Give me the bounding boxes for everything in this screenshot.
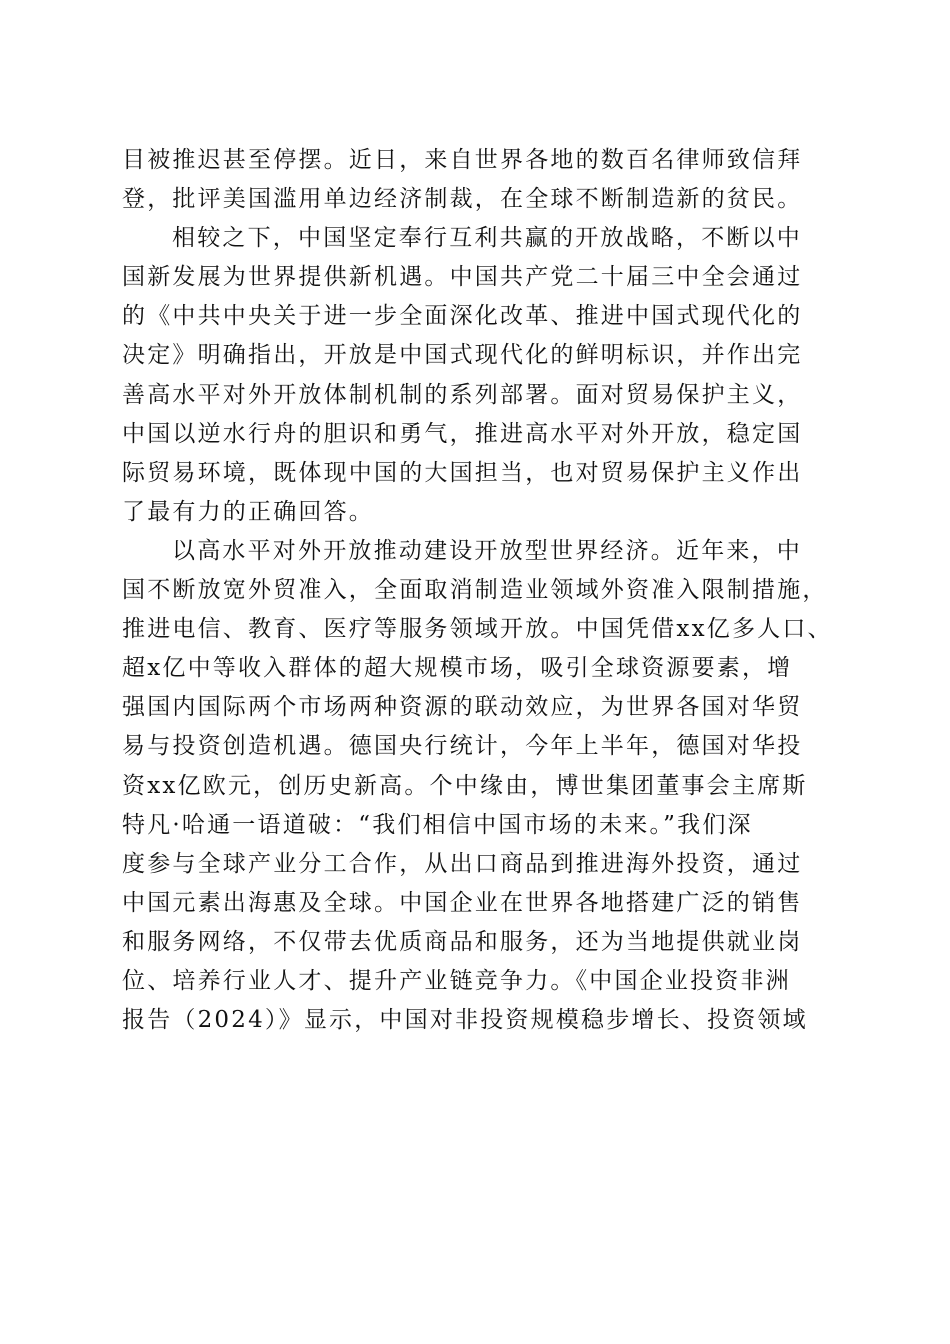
text-line: 推进电信、教育、医疗等服务领域开放。中国凭借xx亿多人口、 — [122, 616, 833, 643]
text-line: 了最有力的正确回答。 — [122, 498, 374, 525]
text-line: 际贸易环境，既体现中国的大国担当，也对贸易保护主义作出 — [122, 459, 803, 486]
text-line: 超x亿中等收入群体的超大规模市场，吸引全球资源要素，增 — [122, 655, 793, 682]
text-line: 中国元素出海惠及全球。中国企业在世界各地搭建广泛的销售 — [122, 889, 803, 916]
paragraph-first-line: 以高水平对外开放推动建设开放型世界经济。近年来，中 — [172, 537, 802, 564]
text-line: 度参与全球产业分工合作，从出口商品到推进海外投资，通过 — [122, 850, 803, 877]
paragraph-first-line: 相较之下，中国坚定奉行互利共赢的开放战略，不断以中 — [172, 225, 802, 252]
text-line: 位、培养行业人才、提升产业链竞争力。《中国企业投资非洲 — [122, 967, 791, 994]
text-line: 国新发展为世界提供新机遇。中国共产党二十届三中全会通过 — [122, 264, 803, 291]
text-line: 国不断放宽外贸准入，全面取消制造业领域外资准入限制措施， — [122, 577, 828, 604]
document-body — [122, 141, 833, 1040]
text-line: 目被推迟甚至停摆。近日，来自世界各地的数百名律师致信拜 — [122, 147, 803, 173]
text-line: 和服务网络，不仅带去优质商品和服务，还为当地提供就业岗 — [122, 928, 803, 955]
text-line: 报告（2024）》显示，中国对非投资规模稳步增长、投资领域 — [122, 1007, 808, 1034]
text-line: 资xx亿欧元，创历史新高。个中缘由，博世集团董事会主席斯 — [122, 772, 808, 799]
text-line: 特凡·哈通一语道破：“我们相信中国市场的未来。”我们深 — [122, 811, 753, 838]
text-line: 善高水平对外开放体制机制的系列部署。面对贸易保护主义， — [122, 381, 803, 408]
text-line: 中国以逆水行舟的胆识和勇气，推进高水平对外开放，稳定国 — [122, 420, 803, 447]
text-line: 易与投资创造机遇。德国央行统计，今年上半年，德国对华投 — [122, 733, 803, 760]
text-line: 强国内国际两个市场两种资源的联动效应，为世界各国对华贸 — [122, 694, 803, 721]
text-line: 决定》明确指出，开放是中国式现代化的鲜明标识，并作出完 — [122, 342, 803, 369]
text-line: 的《中共中央关于进一步全面深化改革、推进中国式现代化的 — [122, 303, 803, 330]
text-line: 登，批评美国滥用单边经济制裁，在全球不断制造新的贫民。 — [122, 186, 803, 213]
